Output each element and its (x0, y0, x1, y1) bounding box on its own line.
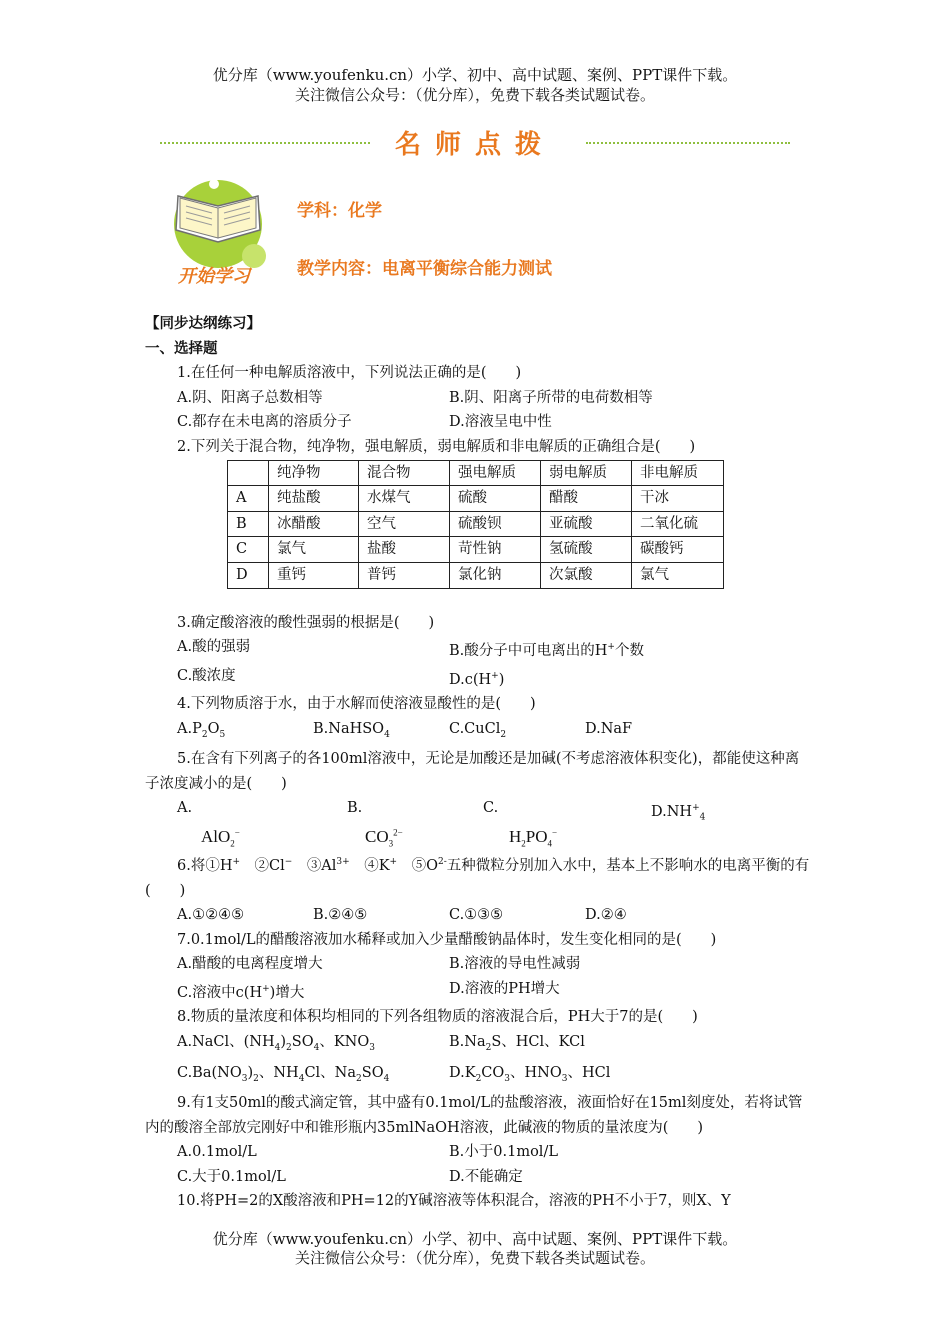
q8-stem: 8.物质的量浓度和体积均相同的下列各组物质的溶液混合后，PH大于7的是( ) (177, 1009, 698, 1026)
q9-option-a: A.0.1mol/L (177, 1144, 257, 1161)
q2-table (227, 460, 724, 589)
table-row (228, 511, 724, 537)
q9-option-b: B.小于0.1mol/L (449, 1144, 558, 1161)
section-title: 【同步达纲练习】 (145, 316, 261, 332)
table-cell: 氯气 (632, 562, 724, 588)
table-cell: C (228, 537, 269, 563)
table-cell: 硫酸 (450, 486, 541, 512)
q7-option-b: B.溶液的导电性减弱 (449, 956, 581, 973)
footer-line-2: 关注微信公众号：（优分库），免费下载各类试题试卷。 (294, 1249, 655, 1267)
document-body (145, 312, 813, 1214)
q7-option-c: C.溶液中c(H+)增大 (177, 984, 305, 1001)
q10-stem: 10.将PH=2的X酸溶液和PH=12的Y碱溶液等体积混合，溶液的PH不小于7，则X、Y (177, 1193, 731, 1210)
table-cell: 强电解质 (450, 460, 541, 486)
table-cell: A (228, 486, 269, 512)
q7-options-row-1 (145, 952, 813, 977)
q5-options-row (145, 796, 813, 849)
q7-option-a: A.醋酸的电离程度增大 (177, 956, 323, 973)
q6-option-b: B.②④⑤ (313, 907, 368, 924)
q5-formula-c: $H_2PO_4^-$ (509, 827, 558, 849)
table-cell: 氯气 (269, 537, 359, 563)
table-cell: 次氯酸 (541, 562, 632, 588)
table-cell: 冰醋酸 (269, 511, 359, 537)
q5-option-a: A. AlO$_2$− (177, 800, 240, 849)
table-row (228, 537, 724, 563)
table-cell: D (228, 562, 269, 588)
q4-option-c: C.CuCl$_2$ (449, 720, 507, 740)
subject-label: 学科：化学 (297, 201, 382, 221)
table-cell: 干冰 (632, 486, 724, 512)
table-cell: 空气 (359, 511, 450, 537)
q7-options-row-2 (145, 977, 813, 1005)
q9-options-row-1 (145, 1140, 813, 1165)
q8-option-b: $B.Na_2S$、HCl、KCl (449, 1034, 585, 1053)
table-cell: 水煤气 (359, 486, 450, 512)
part-title: 一、选择题 (145, 340, 218, 357)
q1-option-a: A.阴、阳离子总数相等 (177, 389, 323, 406)
q9-stem: 9.有1支50ml的酸式滴定管，其中盛有0.1mol/L的盐酸溶液，液面恰好在15ml刻度处，若将试管内的酸溶全部放完刚好中和锥形瓶内35mlNaOH溶液，此碱液的物质的量浓度为( ) (145, 1095, 803, 1136)
table-cell: 醋酸 (541, 486, 632, 512)
q5-formula-a: AlO$_2$− (201, 827, 240, 849)
q8-options-row-2 (145, 1061, 813, 1091)
banner-dotted-left (160, 142, 370, 144)
q6-option-c: C.①③⑤ (449, 907, 504, 924)
table-cell (228, 460, 269, 486)
q3-option-c: C.酸浓度 (177, 667, 236, 684)
table-cell: 纯净物 (269, 460, 359, 486)
table-cell: 硫酸钡 (450, 511, 541, 537)
table-cell: 二氧化硫 (632, 511, 724, 537)
footer-line-1: 优分库（www.youfenku.cn）小学、初中、高中试题、案例、PPT课件下载。 (212, 1230, 738, 1248)
table-cell: 苛性钠 (450, 537, 541, 563)
q1-options-row-1 (145, 386, 813, 411)
table-cell: 亚硫酸 (541, 511, 632, 537)
header-line-2: 关注微信公众号：（优分库），免费下载各类试题试卷。 (294, 86, 655, 104)
table-cell: 混合物 (359, 460, 450, 486)
q1-option-b: B.阴、阳离子所带的电荷数相等 (449, 389, 653, 406)
q4-option-b: B.NaHSO$_4$ (313, 720, 390, 740)
q3-option-d: D.c(H+) (449, 670, 505, 688)
q8-option-a: A.NaCl、$(NH_4)_2SO_4$、$KNO_3$ (177, 1034, 375, 1053)
table-cell: 纯盐酸 (269, 486, 359, 512)
q5-option-c: C. $H_2PO_4^-$ (483, 800, 558, 849)
table-cell: 碳酸钙 (632, 537, 724, 563)
q1-option-c: C.都存在未电离的溶质分子 (177, 414, 352, 431)
q7-stem: 7.0.1mol/L的醋酸溶液加水稀释或加入少量醋酸钠晶体时，发生变化相同的是( ) (177, 931, 717, 948)
table-cell: 氢硫酸 (541, 537, 632, 563)
q1-options-row-2 (145, 410, 813, 435)
table-row (228, 486, 724, 512)
q4-option-a: $A.P_2O_5$ (177, 720, 226, 740)
table-cell: B (228, 511, 269, 537)
banner-dotted-right (586, 142, 790, 144)
q1-option-d: D.溶液呈电中性 (449, 414, 552, 431)
q3-stem: 3.确定酸溶液的酸性强弱的根据是( ) (177, 614, 435, 631)
table-cell: 非电解质 (632, 460, 724, 486)
q3-options-row-1 (145, 635, 813, 663)
q9-option-d: D.不能确定 (449, 1168, 523, 1185)
table-cell: 弱电解质 (541, 460, 632, 486)
q9-options-row-2 (145, 1165, 813, 1190)
table-cell: 普钙 (359, 562, 450, 588)
banner-title: 名师点拨 (394, 130, 555, 160)
q5-option-b: B. $CO_3^{2-}$ (347, 800, 403, 849)
q4-stem: 4.下列物质溶于水，由于水解而使溶液显酸性的是( ) (177, 695, 536, 712)
table-header-row (228, 460, 724, 486)
q8-option-d: $D.K_2CO_3$、$HNO_3$、HCl (449, 1064, 611, 1084)
q1-stem: 1.在任何一种电解质溶液中，下列说法正确的是( ) (177, 365, 522, 382)
logo-caption: 开始学习 (178, 266, 250, 287)
q8-options-row-1 (145, 1030, 813, 1060)
q3-options-row-2 (145, 664, 813, 692)
q7-option-d: D.溶液的PH增大 (449, 981, 560, 998)
q5-stem: 5.在含有下列离子的各100ml溶液中，无论是加酸还是加碱(不考虑溶液体积变化)，都能使这种离子浓度减小的是( ) (145, 751, 800, 792)
q8-option-c: $C.Ba(NO_3)_2$、$NH_4Cl$、$Na_2SO_4$ (177, 1064, 390, 1084)
q6-option-a: A.①②④⑤ (177, 907, 245, 924)
header-line-1: 优分库（www.youfenku.cn）小学、初中、高中试题、案例、PPT课件下载。 (212, 66, 738, 84)
q5-option-d: $D.NH^+_4$ (651, 803, 706, 823)
q6-stem: 6.将①H+ ②Cl− $③Al^{3+}$ ④K+ $⑤O^{2-}$五种微粒分别加入水中，基本上不影响水的电离平衡的有( ) (145, 857, 810, 899)
q4-option-d: D.NaF (585, 720, 633, 737)
table-cell: 重钙 (269, 562, 359, 588)
q3-option-b: B.酸分子中可电离出的H+个数 (449, 642, 644, 659)
table-cell: 盐酸 (359, 537, 450, 563)
q9-option-c: C.大于0.1mol/L (177, 1168, 286, 1185)
table-cell: 氯化钠 (450, 562, 541, 588)
table-row (228, 562, 724, 588)
q5-formula-b: $CO_3^{2-}$ (365, 827, 403, 849)
q6-options-row (145, 903, 813, 928)
q6-option-d: D.②④ (585, 907, 627, 924)
q3-option-a: A.酸的强弱 (177, 639, 251, 656)
q4-options-row (145, 717, 813, 747)
content-label: 教学内容：电离平衡综合能力测试 (297, 259, 552, 279)
q2-stem: 2.下列关于混合物，纯净物，强电解质，弱电解质和非电解质的正确组合是( ) (177, 438, 696, 455)
